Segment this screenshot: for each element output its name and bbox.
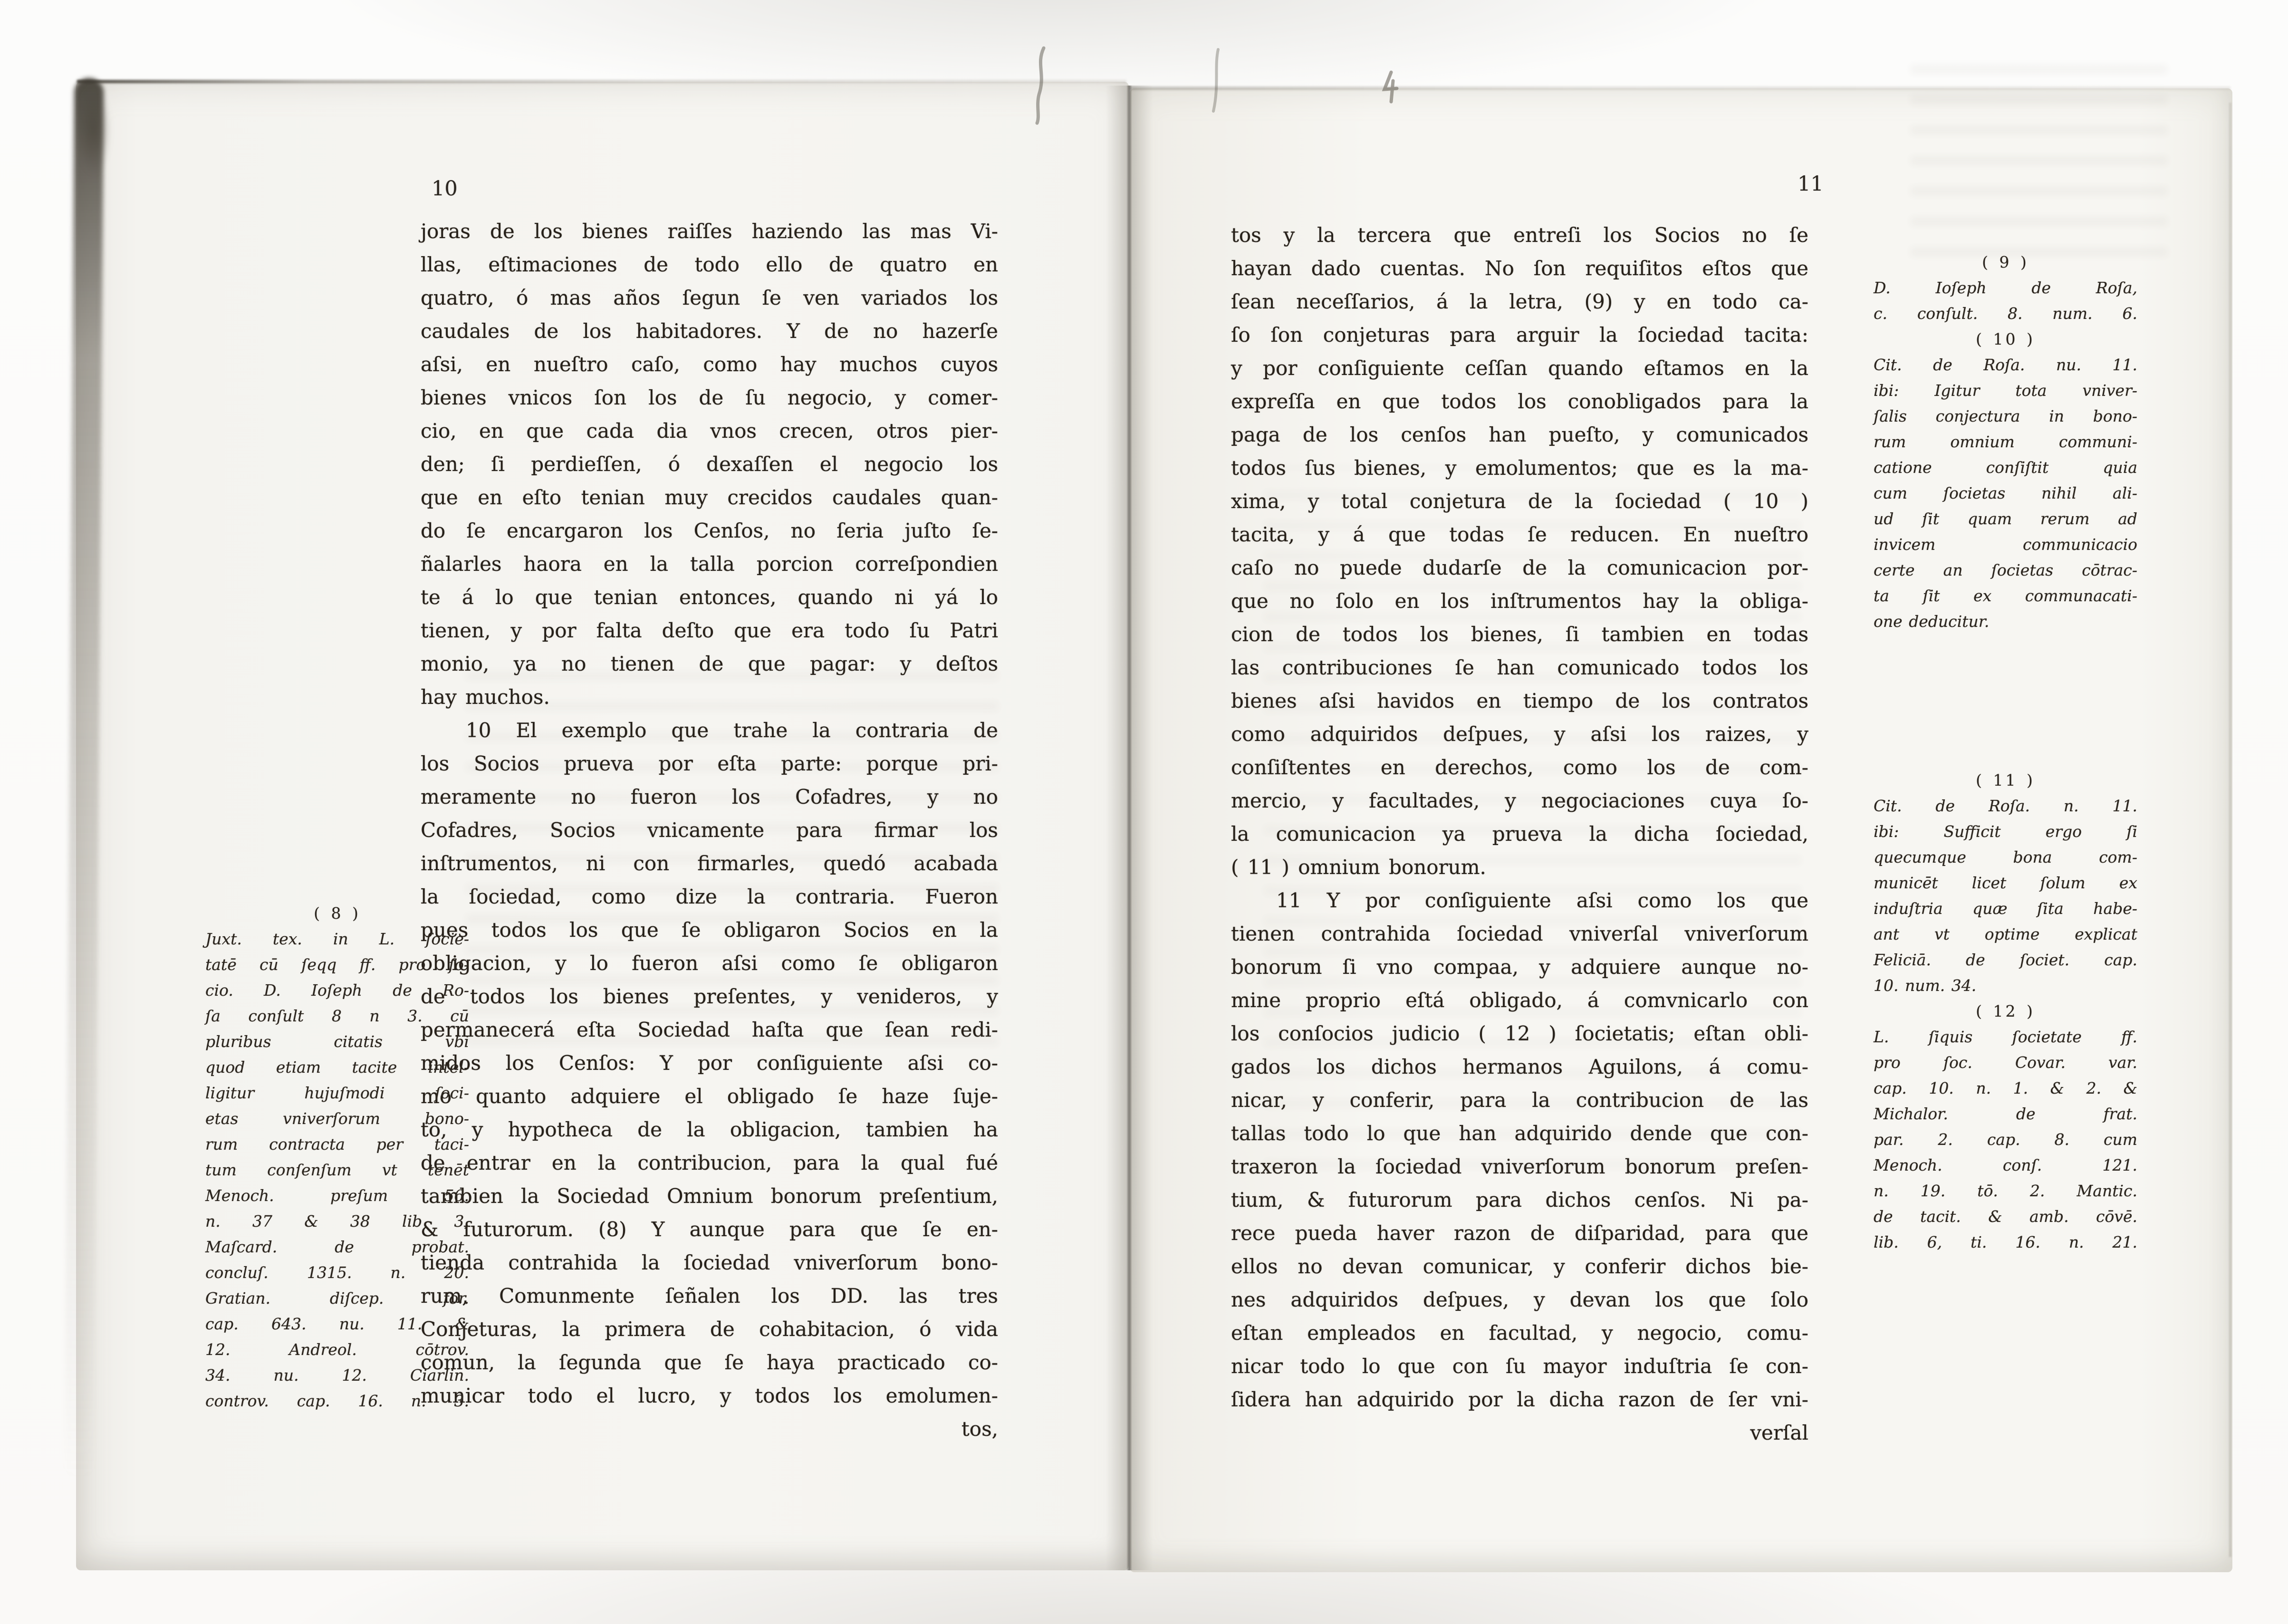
text-line: & futurorum. (8) Y aunque para que ſe en- — [421, 1218, 998, 1241]
margin-note-line: ligitur hujuſmodi ſoci- — [205, 1084, 469, 1102]
text-line: los Socios prueva por eſta parte: porque pri- — [421, 752, 998, 775]
book-gutter-shadow — [1106, 86, 1153, 1570]
margin-note-line: 34. nu. 12. Ciarlin. — [205, 1366, 469, 1384]
text-line: nicar todo lo que con ſu mayor induſtria ſe con- — [1231, 1355, 1808, 1378]
text-line: tienen, y por falta deſto que era todo ſu Patri — [421, 619, 998, 642]
text-line: conſiſtentes en derechos, como los de com- — [1231, 756, 1808, 779]
text-line: joras de los bienes raiſſes haziendo las mas Vi- — [421, 220, 998, 243]
text-line: obligacion, y lo fueron aſsi como ſe obligaron — [421, 951, 998, 975]
text-line: hay muchos. — [421, 685, 550, 709]
text-line: tacita, y á que todas ſe reducen. En nueſtro — [1231, 523, 1808, 546]
text-line: ñalarles haora en la talla porcion correſpondien — [421, 552, 998, 576]
margin-note-line: cap. 643. nu. 11. & — [205, 1315, 469, 1333]
right-page-fore-edge — [2229, 103, 2231, 1557]
margin-note-line: 12. Andreol. cōtrov. — [205, 1340, 469, 1359]
margin-note-line: Cit. de Roſa. nu. 11. — [1874, 356, 2137, 374]
left-page-worn-edge — [65, 78, 104, 1480]
text-line: que en eſto tenian muy crecidos caudales quan- — [421, 486, 998, 509]
text-line: tos, — [961, 1417, 998, 1441]
right-page-main-text — [1231, 219, 1808, 1450]
margin-note-line: tatē cū ſeqq ff. pro ſo- — [205, 955, 469, 974]
margin-note-line: ( 12 ) — [1976, 1002, 2035, 1020]
text-line: meramente no fueron los Cofadres, y no — [421, 785, 998, 808]
text-line: municar todo el lucro, y todos los emolumen- — [421, 1384, 998, 1407]
left-page-top-edge — [77, 80, 1126, 83]
margin-note-line: Juxt. tex. in L. ſocie- — [205, 930, 469, 948]
margin-note-line: 10. num. 34. — [1874, 976, 1977, 995]
text-line: mine proprio eſtá obligado, á comvnicarlo con — [1231, 989, 1808, 1012]
margin-note-line: Menoch. preſum 56. — [205, 1186, 469, 1205]
text-line: hayan dado cuentas. No ſon requiſitos eſtos que — [1231, 257, 1808, 280]
text-line: cion de todos los bienes, ſi tambien en todas — [1231, 623, 1808, 646]
margin-note-line: Feliciā. de ſociet. cap. — [1874, 951, 2137, 969]
text-line: Conjeturas, la primera de cohabitacion, ó vida — [421, 1317, 998, 1341]
text-line: las contribuciones ſe han comunicado todos los — [1231, 656, 1808, 679]
text-line: rece pueda haver razon de diſparidad, para que — [1231, 1221, 1808, 1245]
margin-note-line: rum omnium communi- — [1874, 432, 2137, 451]
text-line: Cofadres, Socios vnicamente para firmar los — [421, 818, 998, 842]
text-line: caſo no puede dudarſe de la comunicacion por- — [1231, 556, 1808, 579]
margin-note-line: tum conſenſum vt tenēt — [205, 1161, 469, 1179]
margin-note-line: induſtria quæ ſita habe- — [1874, 899, 2137, 918]
margin-note-line: Maſcard. de probat. — [205, 1238, 469, 1256]
margin-note-line: ibi: Sufficit ergo ſi — [1874, 822, 2137, 841]
margin-note-line: Gratian. diſcep. for. — [205, 1289, 469, 1307]
margin-note-line: ( 9 ) — [1982, 253, 2029, 271]
margin-note-line: ant vt optime explicat — [1874, 925, 2137, 943]
margin-note-line: controv. cap. 16. n. 3. — [205, 1392, 469, 1410]
left-page-main-text — [421, 215, 998, 1446]
text-line: bienes vnicos ſon los de ſu negocio, y comer- — [421, 386, 998, 409]
text-line: xima, y total conjetura de la ſociedad ( 10 ) — [1231, 490, 1808, 513]
text-line: bonorum ſi vno compaa, y adquiere aunque no- — [1231, 955, 1808, 979]
text-line: eſtan empleados en facultad, y negocio, comu- — [1231, 1321, 1808, 1345]
text-line: tambien la Sociedad Omnium bonorum preſentium, — [421, 1184, 998, 1208]
margin-note-line: pro ſoc. Covar. var. — [1874, 1053, 2137, 1072]
margin-note-line: c. conſult. 8. num. 6. — [1874, 304, 2137, 323]
margin-note-line: cap. 10. n. 1. & 2. & — [1874, 1079, 2137, 1097]
right-page-top-edge — [1130, 86, 2230, 90]
margin-note-line: ud ſit quam rerum ad — [1874, 509, 2137, 528]
handwritten-mark — [1210, 48, 1224, 114]
text-line: monio, ya no tienen de que pagar: y deſtos — [421, 652, 998, 675]
margin-note-line: pluribus citatis vbi — [205, 1032, 469, 1051]
text-line: den; ſi perdieſſen, ó dexaſſen el negocio los — [421, 452, 998, 476]
margin-note-line: etas vniverſorum bono- — [205, 1109, 469, 1128]
text-line: ſidera han adquirido por la dicha razon de ſer vni- — [1231, 1388, 1808, 1411]
margin-note-line: Menoch. conſ. 121. — [1874, 1156, 2137, 1174]
margin-note-line: one deducitur. — [1874, 612, 1990, 631]
text-line: que no ſolo en los inſtrumentos hay la obliga- — [1231, 589, 1808, 613]
text-line: tienen contrahida ſociedad vniverſal vniverſorum — [1231, 922, 1808, 945]
margin-note-line: ſalis conjectura in bono- — [1874, 407, 2137, 425]
text-line: pues todos los que ſe obligaron Socios en la — [421, 918, 998, 942]
text-line: rum, Comunmente ſeñalen los DD. las tres — [421, 1284, 998, 1307]
text-line: la ſociedad, como dize la contraria. Fueron — [421, 885, 998, 908]
text-line: quatro, ó mas años ſegun ſe ven variados los — [421, 286, 998, 309]
text-line: permanecerá eſta Sociedad haſta que ſean redi- — [421, 1018, 998, 1041]
margin-note-line: quecumque bona com- — [1874, 848, 2137, 866]
margin-note-line: certe an ſocietas cōtrac- — [1874, 561, 2137, 579]
margin-note-line: ( 10 ) — [1976, 330, 2035, 348]
text-line: aſsi, en nueſtro caſo, como hay muchos cuyos — [421, 353, 998, 376]
text-line: de entrar en la contribucion, para la qual fué — [421, 1151, 998, 1174]
margin-note-line: cio. D. Ioſeph de Ro- — [205, 981, 469, 999]
text-line: to, y hypotheca de la obligacion, tambien ha — [421, 1118, 998, 1141]
margin-note-line: cum ſocietas nihil ali- — [1874, 484, 2137, 502]
text-line: do ſe encargaron los Cenſos, no ſeria juſto ſe- — [421, 519, 998, 542]
text-line: mo quanto adquiere el obligado ſe haze ſuje- — [421, 1085, 998, 1108]
margin-note-line: ibi: Igitur tota vniver- — [1874, 381, 2137, 400]
margin-note-line: n. 37 & 38 lib 3, — [205, 1212, 469, 1230]
text-line: te á lo que tenian entonces, quando ni yá lo — [421, 586, 998, 609]
margin-note-line: concluſ. 1315. n. 20. — [205, 1263, 469, 1282]
left-margin-notes — [205, 901, 469, 1414]
margin-note-line: L. ſiquis ſocietate ff. — [1874, 1028, 2137, 1046]
text-line: mercio, y facultades, y negociaciones cuya ſo- — [1231, 789, 1808, 812]
text-line: traxeron la ſociedad vniverſorum bonorum preſen- — [1231, 1155, 1808, 1178]
text-line: expreſſa en que todos los conobligados para la — [1231, 390, 1808, 413]
text-line: nes adquiridos deſpues, y devan los que ſolo — [1231, 1288, 1808, 1311]
text-line: tos y la tercera que entreſi los Socios no ſe — [1231, 223, 1808, 247]
text-line: ellos no devan comunicar, y conferir dichos bie- — [1231, 1255, 1808, 1278]
margin-note-line: quod etiam tacite intel- — [205, 1058, 469, 1076]
margin-note-line: invicem communicacio — [1874, 535, 2137, 554]
margin-note-line: catione conſiſtit quia — [1874, 458, 2137, 477]
margin-note-line: D. Ioſeph de Roſa, — [1874, 279, 2137, 297]
text-line: midos los Cenſos: Y por conſiguiente aſsi co- — [421, 1051, 998, 1075]
text-line: paga de los cenſos han pueſto, y comunicados — [1231, 423, 1808, 446]
margin-note-line: municēt licet ſolum ex — [1874, 874, 2137, 892]
text-line: ſo ſon conjeturas para arguir la ſociedad tacita: — [1231, 323, 1808, 346]
right-margin-notes — [1874, 250, 2137, 1255]
text-line: verſal — [1750, 1421, 1808, 1444]
handwritten-mark — [1031, 45, 1050, 126]
margin-note-line: ( 11 ) — [1976, 771, 2035, 789]
text-line: 10 El exemplo que trahe la contraria de — [466, 719, 998, 742]
text-line: gados los dichos hermanos Aguilons, á comu- — [1231, 1055, 1808, 1078]
text-line: ( 11 ) omnium bonorum. — [1231, 855, 1486, 879]
handwritten-mark — [1381, 70, 1402, 104]
text-line: cio, en que cada dia vnos crecen, otros pier- — [421, 419, 998, 442]
text-line: la comunicacion ya prueva la dicha ſociedad, — [1231, 822, 1808, 846]
margin-note-line: par. 2. cap. 8. cum — [1874, 1130, 2137, 1149]
text-line: de todos los bienes preſentes, y venideros, y — [421, 985, 998, 1008]
margin-note-line: n. 19. tō. 2. Mantic. — [1874, 1182, 2137, 1200]
text-line: inſtrumentos, ni con firmarles, quedó acabada — [421, 852, 998, 875]
text-line: bienes aſsi havidos en tiempo de los contratos — [1231, 689, 1808, 712]
margin-note-line: Cit. de Roſa. n. 11. — [1874, 797, 2137, 815]
text-line: tallas todo lo que han adquirido dende que con- — [1231, 1122, 1808, 1145]
text-line: ſean neceſſarios, á la letra, (9) y en todo ca- — [1231, 290, 1808, 313]
left-page-corner-smudge — [77, 85, 110, 175]
left-page-number: 10 — [432, 177, 458, 201]
margin-note-line: de tacit. & amb. cōvē. — [1874, 1207, 2137, 1226]
text-line: comun, la ſegunda que ſe haya practicado co- — [421, 1351, 998, 1374]
margin-note-line — [1874, 634, 2137, 768]
text-line: y por conſiguiente ceſſan quando eſtamos en la — [1231, 356, 1808, 380]
margin-note-line: ta ſit ex communacati- — [1874, 586, 2137, 605]
margin-note-line: rum contracta per taci- — [205, 1135, 469, 1153]
text-line: 11 Y por conſiguiente aſsi como los que — [1276, 889, 1808, 912]
text-line: como adquiridos deſpues, y aſsi los raizes, y — [1231, 722, 1808, 746]
margin-note-line: ſa conſult 8 n 3. cū — [205, 1007, 469, 1025]
text-line: tienda contrahida la ſociedad vniverſorum bono- — [421, 1251, 998, 1274]
right-page-number: 11 — [1798, 172, 1824, 196]
text-line: todos ſus bienes, y emolumentos; que es la ma- — [1231, 456, 1808, 480]
text-line: los conſocios judicio ( 12 ) ſocietatis; eſtan obli- — [1231, 1022, 1808, 1045]
text-line: tium, & futurorum para dichos cenſos. Ni pa- — [1231, 1188, 1808, 1211]
margin-note-line: Michalor. de frat. — [1874, 1105, 2137, 1123]
text-line: caudales de los habitadores. Y de no hazerſe — [421, 319, 998, 343]
margin-note-line: ( 8 ) — [314, 904, 361, 923]
text-line: llas, eſtimaciones de todo ello de quatro en — [421, 253, 998, 276]
text-line: nicar, y conferir, para la contribucion de las — [1231, 1088, 1808, 1112]
margin-note-line: lib. 6, ti. 16. n. 21. — [1874, 1233, 2137, 1251]
